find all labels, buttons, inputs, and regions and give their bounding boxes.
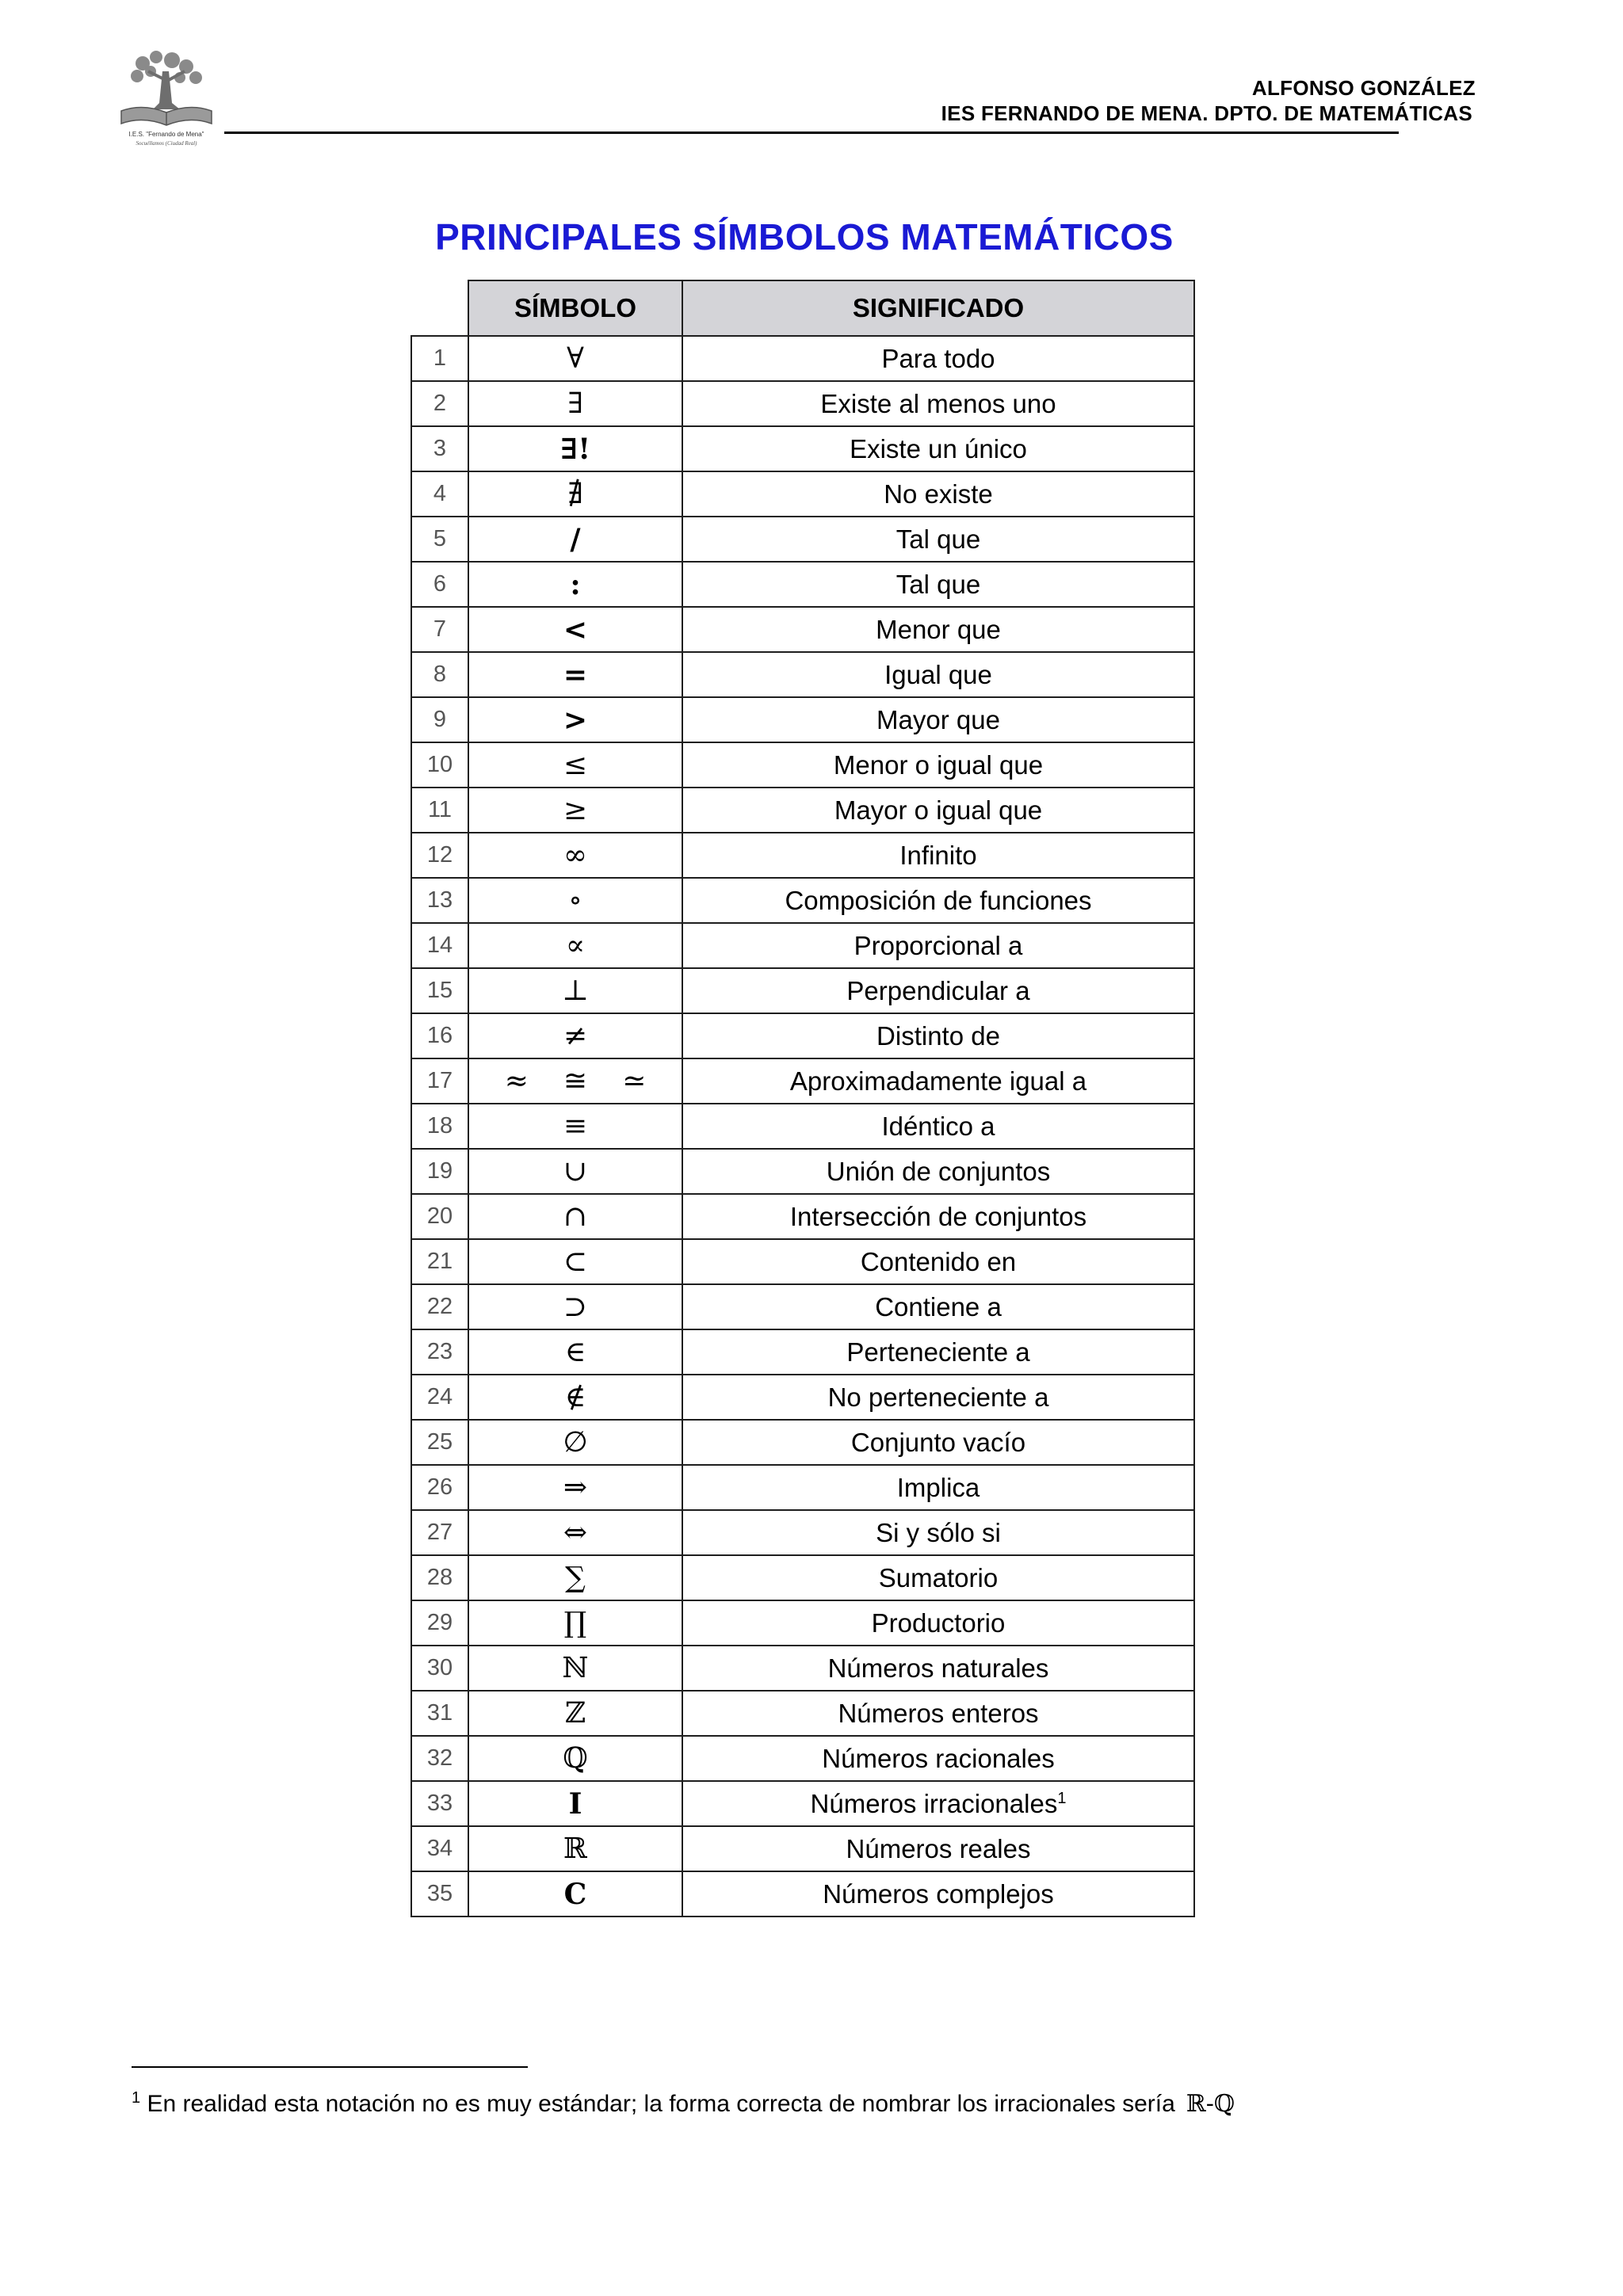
row-symbol: ≥ [468,788,682,833]
row-number: 21 [411,1239,468,1284]
footnote-text: En realidad esta notación no es muy estándar; la forma correcta de nombrar los irracionales sería [147,2091,1175,2117]
row-number: 15 [411,968,468,1013]
row-meaning-text: Existe al menos uno [820,388,1056,418]
row-meaning-text: Números irracionales [810,1788,1058,1818]
table-body [411,336,1194,1917]
row-meaning [682,788,1194,833]
row-symbol: ∀ [468,336,682,381]
table-header-symbol: SÍMBOLO [468,280,682,336]
row-meaning-text: Igual que [884,659,992,689]
table-row [411,1781,1194,1826]
school-logo-icon [107,48,226,151]
row-meaning [682,381,1194,426]
row-meaning [682,1826,1194,1871]
row-number: 18 [411,1104,468,1149]
row-meaning [682,426,1194,471]
row-number: 31 [411,1691,468,1736]
symbols-table [411,280,1195,1917]
row-meaning-text: Números reales [846,1833,1031,1863]
row-symbol: ≠ [468,1013,682,1058]
table-row [411,1420,1194,1465]
row-meaning-text: Números naturales [827,1653,1049,1683]
row-symbol: ⊃ [468,1284,682,1329]
row-symbol: = [468,652,682,697]
row-number: 12 [411,833,468,878]
header-divider [224,132,1399,134]
row-meaning [682,336,1194,381]
row-symbol: ⇒ [468,1465,682,1510]
row-number: 9 [411,697,468,742]
row-number: 2 [411,381,468,426]
row-meaning [682,833,1194,878]
row-meaning-text: Números complejos [823,1878,1054,1909]
row-symbol: : [468,562,682,607]
table-row [411,697,1194,742]
row-symbol: ∏ [468,1600,682,1646]
logo-caption-line1: I.E.S. "Fernando de Mena" [128,131,204,138]
table-row [411,1646,1194,1691]
row-symbol-variant: ≃ [622,1065,647,1097]
row-number: 35 [411,1871,468,1917]
row-meaning-text: Conjunto vacío [850,1427,1026,1457]
row-meaning [682,1375,1194,1420]
row-symbol-variant: ≈ [504,1065,529,1097]
table-row [411,1555,1194,1600]
footnote-marker: 1 [132,2089,141,2107]
row-number: 1 [411,336,468,381]
row-meaning [682,1058,1194,1104]
row-meaning-text: Números enteros [838,1698,1039,1728]
row-number: 25 [411,1420,468,1465]
row-meaning-text: Mayor o igual que [834,795,1043,825]
table-header-number-blank [411,280,468,336]
row-symbol: ∪ [468,1149,682,1194]
table-row [411,607,1194,652]
row-symbol: ℝ [468,1826,682,1871]
row-meaning [682,471,1194,517]
footnote [132,2090,1235,2118]
table-row [411,923,1194,968]
row-symbol: ⇔ [468,1510,682,1555]
row-meaning [682,1239,1194,1284]
row-meaning [682,742,1194,788]
row-meaning [682,1104,1194,1149]
table-row [411,1691,1194,1736]
table-row [411,968,1194,1013]
row-number: 23 [411,1329,468,1375]
row-symbol: > [468,697,682,742]
row-meaning [682,1781,1194,1826]
table-row [411,1826,1194,1871]
row-number: 33 [411,1781,468,1826]
row-meaning [682,562,1194,607]
row-meaning-text: Infinito [899,840,977,870]
table-row [411,833,1194,878]
row-meaning-text: Composición de funciones [785,885,1092,915]
row-symbol: ∘ [468,878,682,923]
row-symbol: ≡ [468,1104,682,1149]
row-symbol: ∩ [468,1194,682,1239]
row-meaning-text: Sumatorio [878,1562,999,1592]
row-symbol: ∞ [468,833,682,878]
row-meaning-text: No perteneciente a [827,1382,1049,1412]
row-symbol [468,1058,682,1104]
table-row [411,1465,1194,1510]
row-meaning [682,517,1194,562]
row-number: 29 [411,1600,468,1646]
row-symbol: < [468,607,682,652]
row-meaning-text: Perpendicular a [846,975,1030,1005]
row-number: 17 [411,1058,468,1104]
row-meaning-text: Si y sólo si [876,1517,1001,1547]
row-symbol: ℕ [468,1646,682,1691]
row-meaning-text: Menor que [876,614,1001,644]
row-symbol: ∄ [468,471,682,517]
row-meaning [682,1149,1194,1194]
row-symbol: ⊂ [468,1239,682,1284]
row-meaning-text: Números racionales [822,1743,1055,1773]
row-meaning-text: Tal que [896,524,981,554]
row-meaning [682,1013,1194,1058]
row-meaning [682,1329,1194,1375]
row-meaning-text: Proporcional a [854,930,1023,960]
table-header-meaning: SIGNIFICADO [682,280,1194,336]
table-row [411,1329,1194,1375]
row-meaning [682,1555,1194,1600]
row-meaning-text: Unión de conjuntos [826,1156,1051,1186]
row-meaning-text: Existe un único [850,433,1027,463]
row-meaning-text: Tal que [896,569,981,599]
row-number: 22 [411,1284,468,1329]
row-meaning [682,1465,1194,1510]
table-row [411,742,1194,788]
table-row [411,517,1194,562]
table-row [411,1149,1194,1194]
row-number: 14 [411,923,468,968]
table-row [411,1194,1194,1239]
table-row [411,1375,1194,1420]
row-symbol: ∅ [468,1420,682,1465]
row-meaning-text: Perteneciente a [846,1337,1030,1367]
row-symbol: ≤ [468,742,682,788]
row-number: 26 [411,1465,468,1510]
row-number: 8 [411,652,468,697]
footnote-divider [132,2066,528,2068]
header-school: IES FERNANDO DE MENA. DPTO. DE MATEMÁTICAS [941,101,1472,125]
row-meaning-text: Distinto de [876,1020,1000,1051]
row-symbol: ℚ [468,1736,682,1781]
row-symbol: ℤ [468,1691,682,1736]
row-symbol: ∃! [468,426,682,471]
row-symbol: I [468,1781,682,1826]
table-row [411,1239,1194,1284]
table-header-row [411,280,1194,336]
row-meaning [682,1194,1194,1239]
table-row [411,1058,1194,1104]
row-number: 6 [411,562,468,607]
page-title: PRINCIPALES SÍMBOLOS MATEMÁTICOS [435,216,1174,257]
logo-caption-line2: Socuéllamos (Ciudad Real) [136,140,197,147]
table-row [411,336,1194,381]
table-row [411,1871,1194,1917]
row-meaning [682,1420,1194,1465]
table-row [411,1510,1194,1555]
row-number: 10 [411,742,468,788]
table-row [411,1736,1194,1781]
table-row [411,1284,1194,1329]
row-symbol: ⊥ [468,968,682,1013]
table-row [411,1104,1194,1149]
row-meaning-text: Productorio [871,1608,1006,1638]
row-symbol: ∉ [468,1375,682,1420]
row-symbol: C [468,1871,682,1917]
row-number: 34 [411,1826,468,1871]
row-meaning [682,1646,1194,1691]
row-number: 24 [411,1375,468,1420]
row-symbol: ∑ [468,1555,682,1600]
row-number: 5 [411,517,468,562]
row-meaning-text: Para todo [881,343,995,373]
row-meaning [682,1510,1194,1555]
table-row [411,1600,1194,1646]
row-meaning [682,697,1194,742]
row-symbol-variant: ≅ [563,1065,588,1097]
row-meaning-text: Implica [896,1472,980,1502]
row-meaning-text: Mayor que [876,704,1000,734]
table-row [411,652,1194,697]
row-number: 27 [411,1510,468,1555]
row-number: 4 [411,471,468,517]
row-meaning [682,1600,1194,1646]
row-number: 19 [411,1149,468,1194]
table-row [411,426,1194,471]
row-number: 32 [411,1736,468,1781]
row-meaning-text: Contenido en [860,1246,1017,1276]
table-row [411,562,1194,607]
row-number: 11 [411,788,468,833]
row-symbol: ∈ [468,1329,682,1375]
table-row [411,381,1194,426]
table-row [411,788,1194,833]
row-meaning [682,878,1194,923]
row-number: 7 [411,607,468,652]
row-meaning [682,1284,1194,1329]
row-meaning [682,1691,1194,1736]
row-symbol: ∃ [468,381,682,426]
row-number: 3 [411,426,468,471]
row-meaning [682,923,1194,968]
header-author: ALFONSO GONZÁLEZ [1251,76,1476,100]
row-meaning [682,652,1194,697]
row-meaning-text: Aproximadamente igual a [789,1066,1087,1096]
row-meaning-text: Intersección de conjuntos [789,1201,1087,1231]
row-meaning [682,607,1194,652]
row-symbol: ∝ [468,923,682,968]
row-meaning [682,1871,1194,1917]
row-meaning-text: No existe [884,479,993,509]
table-row [411,471,1194,517]
row-meaning [682,1736,1194,1781]
footnote-reference[interactable]: 1 [1057,1789,1067,1807]
footnote-math: ℝ-ℚ [1186,2090,1235,2118]
row-number: 20 [411,1194,468,1239]
row-number: 13 [411,878,468,923]
row-meaning [682,968,1194,1013]
row-symbol: / [468,517,682,562]
row-number: 28 [411,1555,468,1600]
row-meaning-text: Contiene a [875,1291,1002,1322]
table-row [411,878,1194,923]
table-row [411,1013,1194,1058]
row-meaning-text: Idéntico a [881,1111,995,1141]
row-number: 16 [411,1013,468,1058]
row-meaning-text: Menor o igual que [833,749,1044,780]
row-number: 30 [411,1646,468,1691]
